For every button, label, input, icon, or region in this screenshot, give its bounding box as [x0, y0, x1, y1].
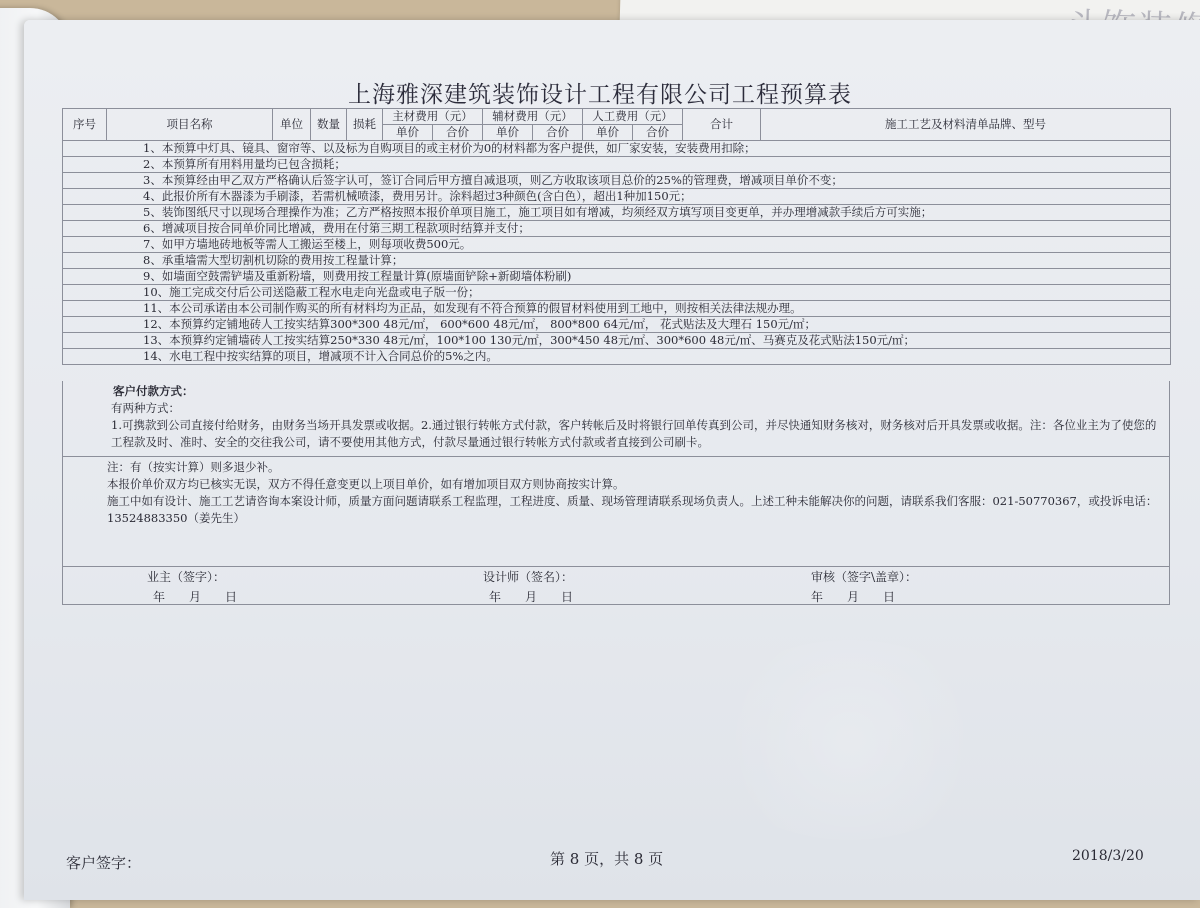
note-row — [63, 317, 1171, 333]
header-craft: 施工工艺及材料清单品牌、型号 — [761, 109, 1171, 141]
header-total-price: 合价 — [633, 125, 683, 141]
owner-signature-label: 业主（签字）： — [147, 570, 226, 584]
header-unit-price: 单价 — [383, 125, 433, 141]
note-text: 12、本预算约定铺地砖人工按实结算300*300 48元/㎡， 600*600 48元/㎡， 800*800 64元/㎡， 花式贴法及大理石 150元/㎡； — [63, 317, 1171, 333]
header-item-name: 项目名称 — [107, 109, 273, 141]
header-unit: 单位 — [273, 109, 311, 141]
note-row — [63, 205, 1171, 221]
reviewer-signature-label: 审核（签字\盖章）： — [811, 570, 918, 584]
note-row — [63, 173, 1171, 189]
note-text: 10、施工完成交付后公司送隐蔽工程水电走向光盘或电子版一份； — [63, 285, 1171, 301]
payment-section — [62, 381, 1170, 457]
note-row — [63, 269, 1171, 285]
note-row — [63, 253, 1171, 269]
remarks-section — [62, 457, 1170, 567]
note-row — [63, 301, 1171, 317]
note-text: 5、装饰图纸尺寸以现场合理操作为准；乙方严格按照本报价单项目施工，施工项目如有增减，均须经双方填写项目变更单，并办理增减款手续后方可实施； — [63, 205, 1171, 221]
header-labor: 人工费用（元） — [583, 109, 683, 125]
note-row — [63, 141, 1171, 157]
note-row — [63, 349, 1171, 365]
paper-highlight — [700, 640, 1000, 840]
remark-line: 本报价单价双方均已核实无误，双方不得任意变更以上项目单价，如有增加项目双方则协商按实计算。 — [107, 477, 625, 491]
signature-section — [62, 567, 1170, 605]
note-row — [63, 333, 1171, 349]
note-row — [63, 189, 1171, 205]
payment-intro: 有两种方式： — [111, 401, 180, 415]
header-subtotal: 合计 — [683, 109, 761, 141]
note-text: 6、增减项目按合同单价同比增减，费用在付第三期工程款项时结算并支付； — [63, 221, 1171, 237]
note-text: 3、本预算经由甲乙双方严格确认后签字认可，签订合同后甲方擅自减退项，则乙方收取该项目总价的25%的管理费，增减项目单价不变； — [63, 173, 1171, 189]
reviewer-date: 年 月 日 — [811, 590, 896, 604]
remark-line: 施工中如有设计、施工工艺请咨询本案设计师，质量方面问题请联系工程监理，工程进度、质量、现场管理请联系现场负责人。上述工种未能解决你的问题，请联系我们客服：021-50770367，或投诉电话：13524883350（姜先生） — [107, 494, 1158, 525]
page-title: 上海雅深建筑装饰设计工程有限公司工程预算表 — [348, 82, 852, 108]
table-header-row — [63, 109, 1171, 125]
remark-line: 注：有（按实计算）则多退少补。 — [107, 460, 280, 474]
page-number: 第 8 页，共 8 页 — [550, 850, 664, 868]
note-row — [63, 285, 1171, 301]
header-loss: 损耗 — [347, 109, 383, 141]
header-qty: 数量 — [311, 109, 347, 141]
customer-sign-label: 客户签字： — [66, 854, 142, 872]
budget-table — [62, 108, 1171, 365]
note-text: 14、水电工程中按实结算的项目，增减项不计入合同总价的5%之内。 — [63, 349, 1171, 365]
note-row — [63, 237, 1171, 253]
header-total-price: 合价 — [433, 125, 483, 141]
header-total-price: 合价 — [533, 125, 583, 141]
header-main-material: 主材费用（元） — [383, 109, 483, 125]
designer-signature-label: 设计师（签名）： — [483, 570, 574, 584]
note-text: 11、本公司承诺由本公司制作购买的所有材料均为正品，如发现有不符合预算的假冒材料使用到工地中，则按相关法律法规办理。 — [63, 301, 1171, 317]
note-text: 8、承重墙需大型切割机切除的费用按工程量计算； — [63, 253, 1171, 269]
header-seq: 序号 — [63, 109, 107, 141]
note-text: 4、此报价所有木器漆为手刷漆，若需机械喷漆，费用另计。涂料超过3种颜色(含白色），超出1种加150元； — [63, 189, 1171, 205]
header-unit-price: 单价 — [483, 125, 533, 141]
payment-text: 1.可携款到公司直接付给财务，由财务当场开具发票或收据。2.通过银行转帐方式付款，客户转帐后及时将银行回单传真到公司，并尽快通知财务核对，财务核对后开具发票或收据。注：各位业主为了使您的工程款及时、准时、安全的交往我公司，请不要使用其他方式，付款尽量通过银行转帐方式付款或者直接到公司刷卡。 — [111, 418, 1157, 449]
designer-date: 年 月 日 — [489, 590, 574, 604]
note-text: 1、本预算中灯具、镜具、窗帘等、以及标为自购项目的或主材价为0的材料都为客户提供，如厂家安装，安装费用扣除； — [63, 141, 1171, 157]
note-text: 13、本预算约定铺墙砖人工按实结算250*330 48元/㎡，100*100 130元/㎡，300*450 48元/㎡、300*600 48元/㎡、马赛克及花式贴法150元/㎡； — [63, 333, 1171, 349]
payment-heading: 客户付款方式： — [113, 384, 194, 398]
note-row — [63, 157, 1171, 173]
note-text: 2、本预算所有用料用量均已包含损耗； — [63, 157, 1171, 173]
print-date: 2018/3/20 — [1072, 848, 1144, 864]
note-text: 7、如甲方墙地砖地板等需人工搬运至楼上，则每项收费500元。 — [63, 237, 1171, 253]
header-unit-price: 单价 — [583, 125, 633, 141]
note-text: 9、如墙面空鼓需铲墙及重新粉墙，则费用按工程量计算(原墙面铲除+新砌墙体粉刷) — [63, 269, 1171, 285]
note-row — [63, 221, 1171, 237]
owner-date: 年 月 日 — [153, 590, 238, 604]
header-aux-material: 辅材费用（元） — [483, 109, 583, 125]
